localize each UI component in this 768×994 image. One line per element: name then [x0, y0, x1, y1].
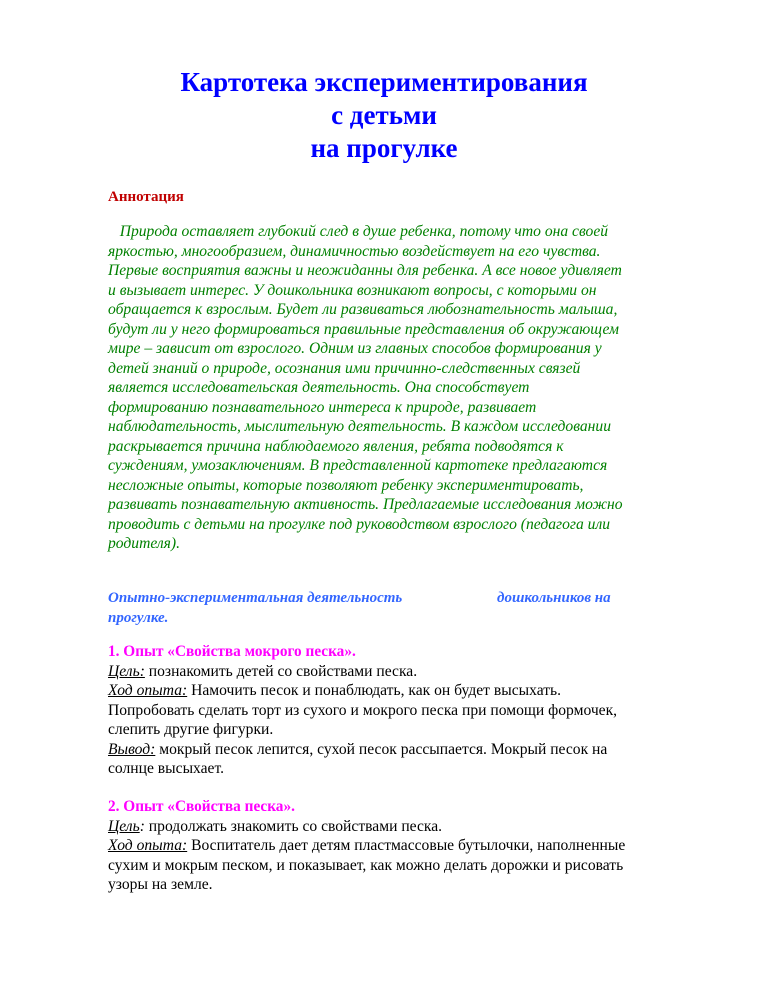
result-text-1: мокрый песок лепится, сухой песок рассыпается. Мокрый песок на: [155, 740, 608, 758]
section-heading-part-2: дошкольников на: [497, 590, 611, 606]
result-label: Вывод:: [108, 740, 156, 758]
goal-label: Цель: [108, 817, 140, 835]
goal-text: продолжать знакомить со свойствами песка.: [144, 817, 443, 835]
annotation-text: Природа оставляет глубокий след в душе ребенка, потому что она своей яркостью, многообразием, динамичностью воздействует на его чувства. Первые восприятия важны и неожиданны для ребенка. А все новое удивляет и вызывает интерес. У дошкольника возникают вопросы, с которыми он обращается к взрослым. Будет ли развиваться любознательность малыша, будут ли у него формироваться правильные представления об окружающем мире – зависит от взрослого. Одним из главных способов формирования у детей знаний о природе, осознания ими причинно-следственных связей является исследовательская деятельность. Она способствует формированию познавательного интереса к природе, развивает наблюдательность, мыслительную деятельность. В каждом исследовании раскрывается причина наблюдаемого явления, ребята подводятся к суждениям, умозаключениям. В представленной картотеке предлагаются несложные опыты, которые позволяют ребенку экспериментировать, развивать познавательную активность. Предлагаемые исследования можно проводить с детьми на прогулке под руководством взрослого (педагога или родителя).: [108, 223, 623, 552]
experiment-1-goal: [108, 662, 718, 682]
experiment-2: [108, 797, 718, 895]
experiment-2-process-line-3: узоры на земле.: [108, 876, 213, 893]
experiment-1-result-line-2: солнце высыхает.: [108, 760, 225, 777]
title-line-2: с детьми: [331, 100, 437, 130]
experiment-1-process: [108, 681, 718, 701]
experiment-2-goal: [108, 817, 718, 837]
experiment-2-process-line-2: сухим и мокрым песком, и показывает, как можно делать дорожки и рисовать: [108, 856, 624, 874]
experiment-1-result: [108, 740, 718, 760]
annotation-heading: Аннотация: [108, 189, 184, 205]
document-title: [0, 66, 768, 165]
section-heading-part-3: прогулке.: [108, 609, 169, 626]
process-text-1: Воспитатель дает детям пластмассовые бутылочки, наполненные: [187, 837, 626, 854]
experiment-1-title: 1. Опыт «Свойства мокрого песка».: [108, 643, 356, 660]
process-label: Ход опыта:: [108, 682, 188, 699]
process-label: Ход опыта:: [108, 837, 188, 854]
experiment-1-process-line-3: слепить другие фигурки.: [108, 721, 274, 738]
goal-text: познакомить детей со свойствами песка.: [144, 662, 418, 680]
experiment-1: [108, 642, 718, 779]
experiment-1-process-line-2: Попробовать сделать торт из сухого и мокрого песка при помощи формочек,: [108, 701, 618, 719]
title-line-3: на прогулке: [310, 133, 458, 163]
experiment-2-title: 2. Опыт «Свойства песка».: [108, 798, 295, 815]
process-text-1: Намочить песок и понаблюдать, как он будет высыхать.: [187, 682, 562, 699]
goal-colon: :: [139, 817, 145, 835]
section-heading-part-1: Опытно-экспериментальная деятельность: [108, 590, 403, 606]
experiment-2-process: [108, 836, 718, 856]
section-heading: [108, 589, 708, 628]
goal-label: Цель:: [108, 662, 145, 680]
title-line-1: Картотека экспериментирования: [180, 67, 588, 97]
